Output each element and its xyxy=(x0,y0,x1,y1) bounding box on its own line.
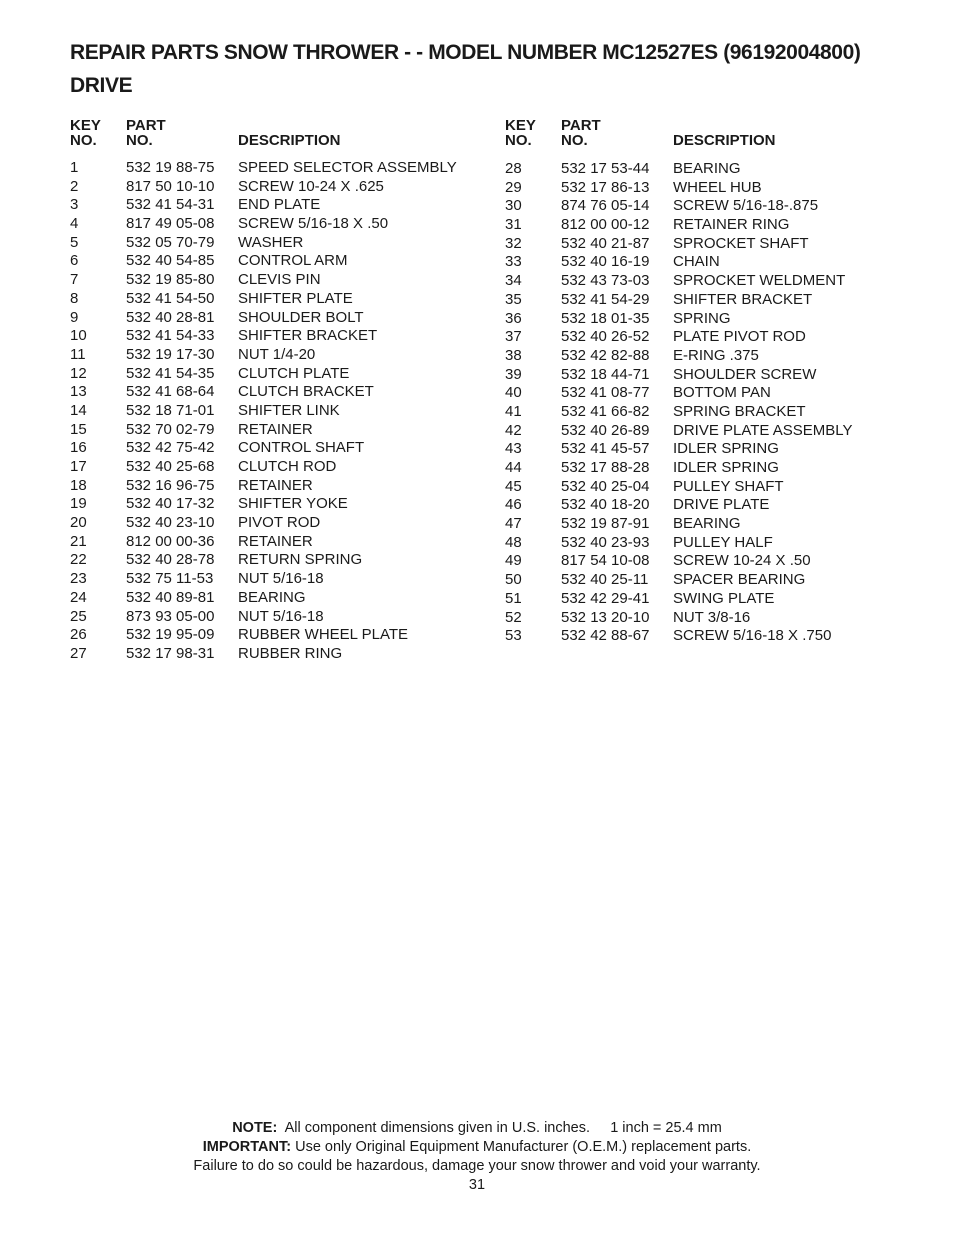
part-no-cell: 532 17 88-28 xyxy=(561,459,650,476)
key-no-cell: 39 xyxy=(505,365,522,383)
description-cell: CLUTCH PLATE xyxy=(238,364,350,382)
key-no-cell: 26 xyxy=(70,626,87,644)
part-no-cell: 812 00 00-36 xyxy=(126,532,215,550)
part-no-cell: 532 40 26-89 xyxy=(561,421,650,439)
description-cell: SHOULDER BOLT xyxy=(238,308,364,326)
title-line-model: REPAIR PARTS SNOW THROWER - - MODEL NUMBER MC12527ES (96192004800) xyxy=(70,41,861,64)
description-cell: SWING PLATE xyxy=(673,589,775,607)
description-cell: CONTROL SHAFT xyxy=(238,439,365,457)
part-no-cell: 532 40 16-19 xyxy=(561,253,650,271)
key-no-cell: 11 xyxy=(70,345,86,363)
description-cell: IDLER SPRING xyxy=(673,440,779,458)
key-no-cell: 50 xyxy=(505,571,522,589)
description-cell: PLATE PIVOT ROD xyxy=(673,328,806,346)
part-no-header: PART NO. xyxy=(126,117,166,149)
description-cell: CLEVIS PIN xyxy=(238,271,321,289)
key-no-cell: 44 xyxy=(505,459,522,476)
note-line xyxy=(0,1119,954,1138)
description-cell: SPEED SELECTOR ASSEMBLY xyxy=(238,159,457,176)
description-cell: RETAINER RING xyxy=(673,216,790,234)
part-no-cell: 532 43 73-03 xyxy=(561,272,650,290)
description-cell: SPRING xyxy=(673,309,731,327)
key-no-header: KEY NO. xyxy=(70,117,101,149)
description-cell: SPACER BEARING xyxy=(673,571,806,589)
key-no-cell: 17 xyxy=(70,458,87,475)
part-no-cell: 532 17 98-31 xyxy=(126,644,215,662)
part-no-cell: 532 40 26-52 xyxy=(561,328,650,346)
key-no-cell: 37 xyxy=(505,328,522,346)
description-cell: RUBBER WHEEL PLATE xyxy=(238,626,409,644)
important-label: IMPORTANT: xyxy=(202,1139,292,1155)
key-no-cell: 5 xyxy=(70,233,79,251)
description-cell: SPRING BRACKET xyxy=(673,402,806,420)
key-no-cell: 25 xyxy=(70,607,87,625)
part-no-cell: 532 75 11-53 xyxy=(126,570,214,588)
page-title xyxy=(70,36,930,102)
description-cell: PIVOT ROD xyxy=(238,514,321,532)
description-cell: NUT 1/4-20 xyxy=(238,345,316,363)
part-no-cell: 873 93 05-00 xyxy=(126,607,215,625)
key-no-cell: 6 xyxy=(70,252,79,270)
key-no-cell: 4 xyxy=(70,215,79,233)
key-no-cell: 27 xyxy=(70,644,87,662)
key-no-cell: 49 xyxy=(505,552,522,570)
key-no-cell: 28 xyxy=(505,160,522,177)
part-no-cell: 532 18 01-35 xyxy=(561,309,650,327)
description-cell: SPROCKET SHAFT xyxy=(673,234,809,252)
key-no-header: KEY NO. xyxy=(505,117,536,149)
description-cell: CLUTCH BRACKET xyxy=(238,383,374,401)
part-no-cell: 532 19 85-80 xyxy=(126,271,215,289)
description-cell: SHIFTER BRACKET xyxy=(238,327,378,345)
description-cell: CONTROL ARM xyxy=(238,252,348,270)
part-no-cell: 532 40 28-78 xyxy=(126,551,215,569)
description-cell: BEARING xyxy=(238,588,306,606)
description-cell: IDLER SPRING xyxy=(673,459,779,476)
part-no-cell: 532 40 25-04 xyxy=(561,477,650,495)
key-no-cell: 10 xyxy=(70,327,87,345)
key-no-cell: 21 xyxy=(70,532,87,550)
description-cell: WHEEL HUB xyxy=(673,178,762,196)
key-no-cell: 34 xyxy=(505,272,522,290)
key-no-cell: 19 xyxy=(70,495,87,513)
part-no-cell: 817 49 05-08 xyxy=(126,215,215,233)
key-no-cell: 9 xyxy=(70,308,79,326)
part-no-cell: 532 40 23-93 xyxy=(561,533,650,551)
key-no-cell: 47 xyxy=(505,515,522,533)
part-no-cell: 817 50 10-10 xyxy=(126,177,215,195)
part-no-cell: 532 19 95-09 xyxy=(126,626,215,644)
part-no-cell: 532 40 21-87 xyxy=(561,234,650,252)
key-no-cell: 7 xyxy=(70,271,79,289)
part-no-cell: 812 00 00-12 xyxy=(561,216,650,234)
description-cell: RETAINER xyxy=(238,532,313,550)
part-no-cell: 532 17 53-44 xyxy=(561,160,650,177)
description-cell: NUT 5/16-18 xyxy=(238,570,324,588)
key-no-cell: 24 xyxy=(70,588,87,606)
key-no-cell: 16 xyxy=(70,439,87,457)
part-no-cell: 532 18 71-01 xyxy=(126,401,215,419)
description-cell: PULLEY SHAFT xyxy=(673,477,784,495)
key-no-cell: 42 xyxy=(505,421,522,439)
page-number: 31 xyxy=(468,1177,486,1193)
part-no-cell: 532 41 54-33 xyxy=(126,327,215,345)
description-cell: DRIVE PLATE ASSEMBLY xyxy=(673,421,853,439)
part-no-cell: 532 19 17-30 xyxy=(126,345,215,363)
description-cell: SCREW 5/16-18-.875 xyxy=(673,197,819,215)
description-cell: SHIFTER BRACKET xyxy=(673,290,813,308)
part-no-cell: 874 76 05-14 xyxy=(561,197,650,215)
key-no-cell: 31 xyxy=(505,216,522,234)
part-no-cell: 532 42 75-42 xyxy=(126,439,215,457)
part-no-cell: 532 18 44-71 xyxy=(561,365,650,383)
important-text: Use only Original Equipment Manufacturer (O.E.M.) replacement parts. xyxy=(295,1139,752,1155)
key-no-cell: 41 xyxy=(505,402,522,420)
key-no-cell: 15 xyxy=(70,420,87,438)
important-line xyxy=(0,1138,954,1157)
description-header: DESCRIPTION xyxy=(673,132,776,149)
description-cell: WASHER xyxy=(238,233,304,251)
part-no-cell: 532 40 54-85 xyxy=(126,252,215,270)
warning-text: Failure to do so could be hazardous, damage your snow thrower and void your warranty. xyxy=(193,1158,761,1174)
key-no-cell: 45 xyxy=(505,477,522,495)
part-no-cell: 532 41 68-64 xyxy=(126,383,215,401)
note-text: All component dimensions given in U.S. inches. xyxy=(284,1120,591,1136)
description-cell: DRIVE PLATE xyxy=(673,496,770,514)
key-no-cell: 52 xyxy=(505,608,522,626)
conversion-text: 1 inch = 25.4 mm xyxy=(610,1120,722,1136)
part-no-cell: 532 40 28-81 xyxy=(126,308,215,326)
part-no-cell: 532 42 88-67 xyxy=(561,627,650,645)
part-no-cell: 532 40 25-68 xyxy=(126,458,215,475)
part-no-cell: 532 41 54-50 xyxy=(126,289,215,307)
part-no-cell: 532 41 66-82 xyxy=(561,402,650,420)
key-no-cell: 1 xyxy=(70,159,79,176)
description-cell: CLUTCH ROD xyxy=(238,458,337,475)
part-no-cell: 532 16 96-75 xyxy=(126,476,215,494)
description-cell: BOTTOM PAN xyxy=(673,384,771,402)
key-no-cell: 43 xyxy=(505,440,522,458)
description-cell: BEARING xyxy=(673,160,741,177)
part-no-cell: 532 13 20-10 xyxy=(561,608,650,626)
key-no-cell: 3 xyxy=(70,196,79,214)
description-cell: SPROCKET WELDMENT xyxy=(673,272,846,290)
key-no-cell: 53 xyxy=(505,627,522,645)
part-no-cell: 817 54 10-08 xyxy=(561,552,650,570)
key-no-cell: 40 xyxy=(505,384,522,402)
key-no-cell: 38 xyxy=(505,346,522,364)
description-cell: SHIFTER PLATE xyxy=(238,289,353,307)
key-no-cell: 2 xyxy=(70,177,79,195)
key-no-cell: 32 xyxy=(505,234,522,252)
part-no-cell: 532 40 25-11 xyxy=(561,571,649,589)
title-line-section: DRIVE xyxy=(70,74,133,97)
description-cell: SHOULDER SCREW xyxy=(673,365,817,383)
key-no-cell: 33 xyxy=(505,253,522,271)
key-no-cell: 51 xyxy=(505,589,522,607)
part-no-cell: 532 40 89-81 xyxy=(126,588,215,606)
key-no-cell: 30 xyxy=(505,197,522,215)
description-cell: RETAINER xyxy=(238,476,313,494)
key-no-cell: 46 xyxy=(505,496,522,514)
key-no-cell: 29 xyxy=(505,178,522,196)
part-no-cell: 532 41 08-77 xyxy=(561,384,650,402)
part-no-cell: 532 40 17-32 xyxy=(126,495,215,513)
key-no-cell: 14 xyxy=(70,401,87,419)
description-cell: SCREW 5/16-18 X .50 xyxy=(238,215,389,233)
description-cell: CHAIN xyxy=(673,253,720,271)
description-cell: RETAINER xyxy=(238,420,313,438)
key-no-cell: 13 xyxy=(70,383,87,401)
part-no-cell: 532 41 54-31 xyxy=(126,196,215,214)
part-no-header: PART NO. xyxy=(561,117,601,149)
description-cell: SHIFTER LINK xyxy=(238,401,340,419)
part-no-cell: 532 42 82-88 xyxy=(561,346,650,364)
part-no-cell: 532 40 18-20 xyxy=(561,496,650,514)
description-cell: SCREW 10-24 X .50 xyxy=(673,552,811,570)
footer-notes xyxy=(0,1119,954,1195)
part-no-cell: 532 70 02-79 xyxy=(126,420,215,438)
description-cell: E-RING .375 xyxy=(673,346,759,364)
description-cell: RUBBER RING xyxy=(238,644,343,662)
key-no-cell: 12 xyxy=(70,364,87,382)
part-no-cell: 532 40 23-10 xyxy=(126,514,215,532)
part-no-cell: 532 42 29-41 xyxy=(561,589,650,607)
description-header: DESCRIPTION xyxy=(238,132,341,149)
key-no-cell: 18 xyxy=(70,476,87,494)
note-label: NOTE: xyxy=(232,1120,278,1136)
description-cell: SHIFTER YOKE xyxy=(238,495,348,513)
description-cell: END PLATE xyxy=(238,196,321,214)
description-cell: PULLEY HALF xyxy=(673,533,773,551)
key-no-cell: 20 xyxy=(70,514,87,532)
key-no-cell: 36 xyxy=(505,309,522,327)
key-no-cell: 48 xyxy=(505,533,522,551)
part-no-cell: 532 05 70-79 xyxy=(126,233,215,251)
description-cell: RETURN SPRING xyxy=(238,551,363,569)
key-no-cell: 23 xyxy=(70,570,87,588)
description-cell: SCREW 10-24 X .625 xyxy=(238,177,384,195)
key-no-cell: 35 xyxy=(505,290,522,308)
part-no-cell: 532 17 86-13 xyxy=(561,178,650,196)
part-no-cell: 532 19 88-75 xyxy=(126,159,215,176)
part-no-cell: 532 41 54-35 xyxy=(126,364,215,382)
description-cell: SCREW 5/16-18 X .750 xyxy=(673,627,832,645)
key-no-cell: 8 xyxy=(70,289,79,307)
description-cell: NUT 3/8-16 xyxy=(673,608,751,626)
key-no-cell: 22 xyxy=(70,551,87,569)
part-no-cell: 532 41 54-29 xyxy=(561,290,650,308)
part-no-cell: 532 19 87-91 xyxy=(561,515,650,533)
part-no-cell: 532 41 45-57 xyxy=(561,440,650,458)
description-cell: NUT 5/16-18 xyxy=(238,607,324,625)
description-cell: BEARING xyxy=(673,515,741,533)
